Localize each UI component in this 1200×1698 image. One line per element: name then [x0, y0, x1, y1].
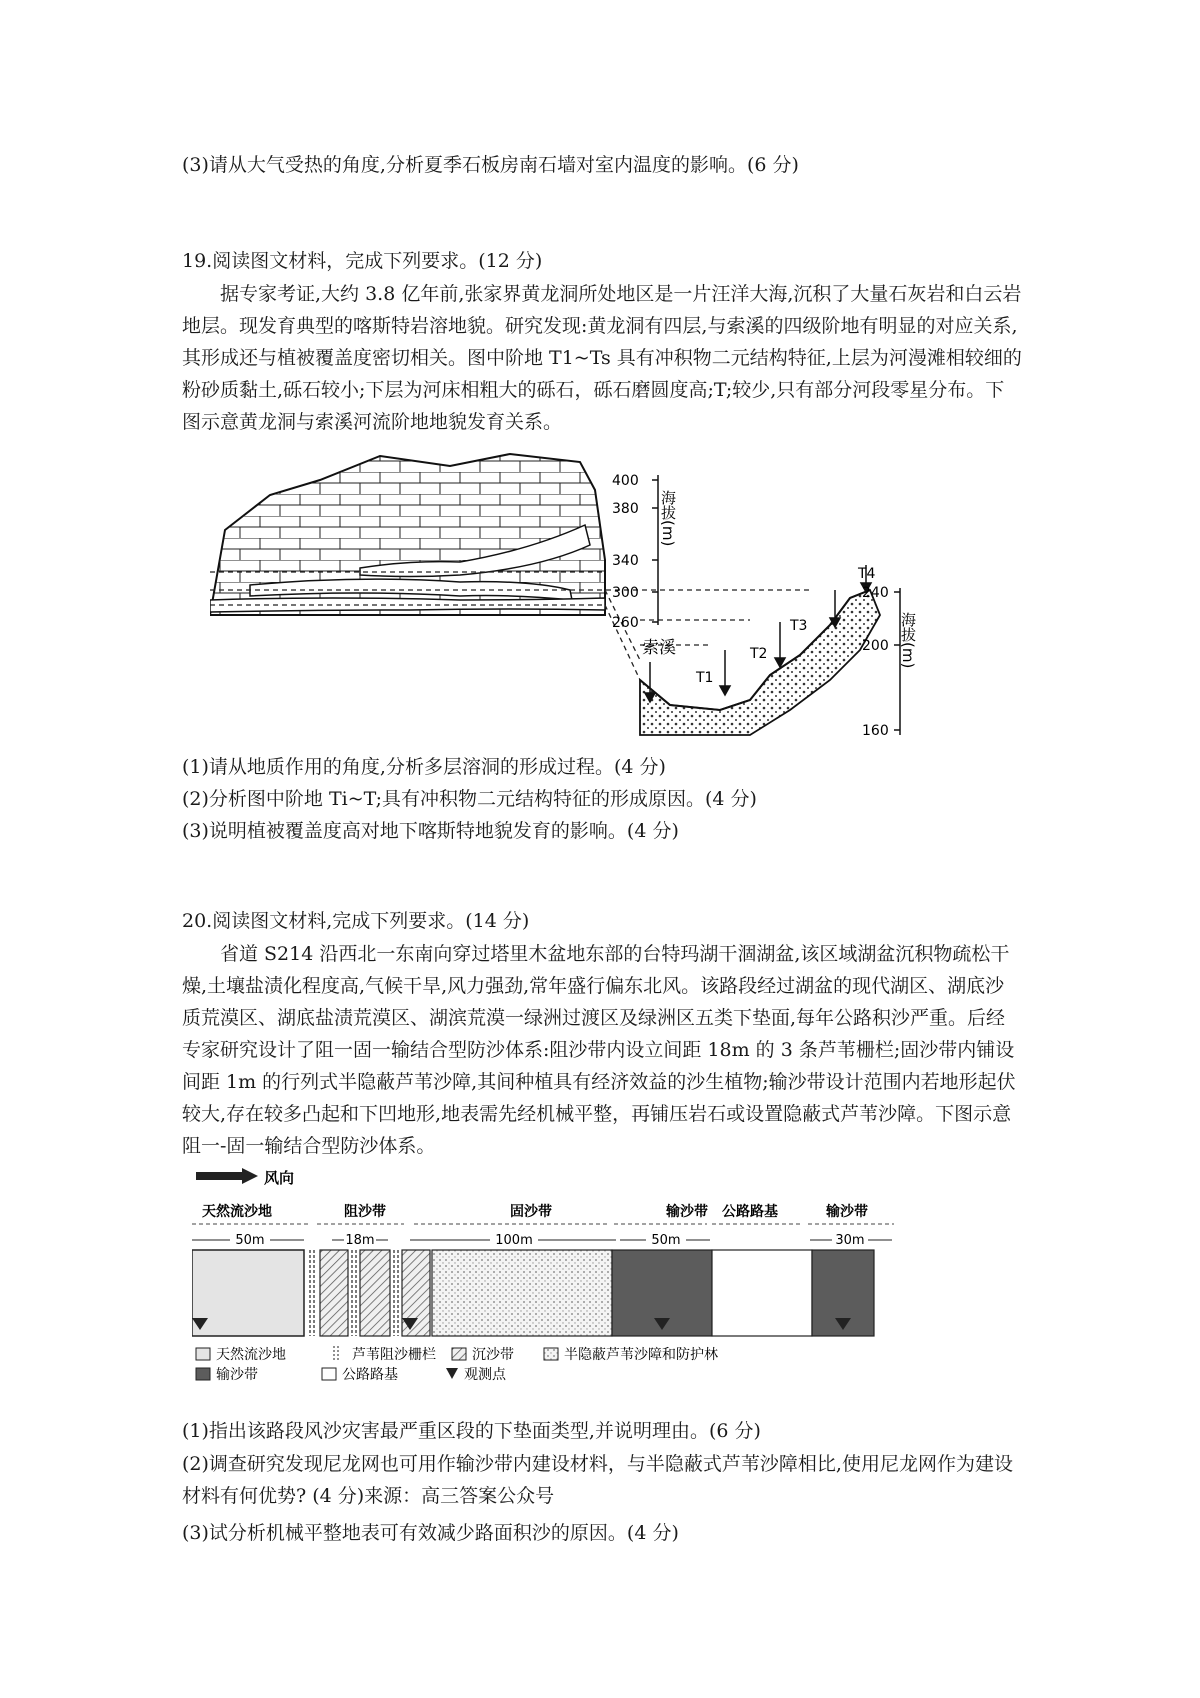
q19-question-1: (1)请从地质作用的角度,分析多层溶洞的形成过程。(4 分)	[182, 756, 666, 778]
zone-sediment-strip	[360, 1250, 390, 1336]
q20-material: 省道 S214 沿西北一东南向穿过塔里木盆地东部的台特玛湖干涸湖盆,该区域湖盆沉积物疏松干燥,土壤盐渍化程度高,气候干旱,风力强劲,常年盛行偏东北风。该路段经过湖盆的现代湖区、湖底沙质荒漠区、湖底盐渍荒漠区、湖滨荒漠一绿洲过渡区及绿洲区五类下垫面,每年公路积沙严重。后经专家研究设计了阻一固一输结合型防沙体系:阻沙带内设立间距 18m 的 3 条芦苇栅栏;固沙带内铺设间距 1m 的行列式半隐蔽芦苇沙障,其间种植具有经济效益的沙生植物;输沙带设计范围内若地形起伏较大,存在较多凸起和下凹地形,地表需先经机械平整，再铺压岩石或设置隐蔽式芦苇沙障。下图示意阻一-固一输结合型防沙体系。	[182, 943, 1016, 1157]
right-tick: 160	[862, 723, 889, 739]
zone-name: 固沙带	[510, 1204, 552, 1220]
left-axis-label: 海拔(m)	[659, 490, 677, 547]
left-tick: 380	[612, 501, 639, 517]
right-axis-label: 海拔(m)	[899, 612, 917, 669]
zone-fixation-belt	[432, 1250, 612, 1336]
terrace-label: T2	[750, 646, 768, 662]
wind-label: 风向	[264, 1169, 295, 1187]
legend-label: 天然流沙地	[216, 1347, 286, 1363]
q19-heading: 19.阅读图文材料，完成下列要求。(12 分)	[182, 250, 543, 272]
zone-natural-sand	[192, 1250, 304, 1336]
right-tick: 240	[862, 585, 889, 601]
valley-profile	[640, 590, 880, 735]
cave-terrace-figure	[210, 450, 1000, 740]
q20-question-3: (3)试分析机械平整地表可有效减少路面积沙的原因。(4 分)	[182, 1522, 679, 1544]
q20-heading: 20.阅读图文材料,完成下列要求。(14 分)	[182, 910, 530, 932]
zone-name: 输沙带	[666, 1204, 708, 1220]
left-tick: 340	[612, 553, 639, 569]
zone-width: 50m	[651, 1233, 681, 1248]
q19-question-3: (3)说明植被覆盖度高对地下喀斯特地貌发育的影响。(4 分)	[182, 820, 679, 842]
legend-label: 芦苇阻沙栅栏	[352, 1347, 436, 1363]
right-tick: 200	[862, 638, 889, 654]
zone-road-base	[712, 1250, 812, 1336]
legend-label: 公路路基	[342, 1367, 398, 1383]
left-tick: 260	[612, 615, 639, 631]
legend-label: 输沙带	[216, 1367, 258, 1383]
q19-material: 据专家考证,大约 3.8 亿年前,张家界黄龙洞所处地区是一片汪洋大海,沉积了大量石灰岩和白云岩地层。现发育典型的喀斯特岩溶地貌。研究发现:黄龙洞有四层,与索溪的四级阶地有明显的对应关系,其形成还与植被覆盖度密切相关。图中阶地 T1~Ts 具有冲积物二元结构特征,上层为河漫滩相较细的粉砂质黏土,砾石较小;下层为河床相粗大的砾石，砾石磨圆度高;T;较少,只有部分河段零星分布。下图示意黄龙洞与索溪河流阶地地貌发育关系。	[182, 283, 1022, 433]
q19-question-2: (2)分析图中阶地 Ti~T;具有冲积物二元结构特征的形成原因。(4 分)	[182, 788, 757, 810]
sand-control-figure	[192, 1168, 912, 1383]
zone-width: 18m	[345, 1233, 375, 1248]
legend	[196, 1346, 718, 1383]
zone-name: 公路路基	[722, 1204, 778, 1220]
zone-width: 50m	[235, 1233, 265, 1248]
terrace-label: T3	[790, 618, 808, 634]
legend-label: 半隐蔽芦苇沙障和防护林	[564, 1347, 718, 1363]
q20-question-1: (1)指出该路段风沙灾害最严重区段的下垫面类型,并说明理由。(6 分)	[182, 1420, 761, 1442]
zone-width: 30m	[835, 1233, 865, 1248]
terrace-label: T4	[858, 566, 876, 582]
zone-sediment-strip	[320, 1250, 348, 1336]
left-tick: 300	[612, 585, 639, 601]
legend-label: 沉沙带	[472, 1347, 514, 1363]
q18-part3: (3)请从大气受热的角度,分析夏季石板房南石墙对室内温度的影响。(6 分)	[182, 154, 799, 176]
left-tick: 400	[612, 473, 639, 489]
terrace-label: T1	[696, 670, 714, 686]
legend-label: 观测点	[464, 1367, 506, 1383]
zone-name: 输沙带	[826, 1204, 868, 1220]
river-label: 索溪	[642, 638, 676, 658]
zone-width: 100m	[495, 1233, 533, 1248]
left-elevation-axis	[612, 473, 677, 631]
wind-direction-arrow	[196, 1168, 258, 1184]
zone-name: 阻沙带	[344, 1204, 386, 1220]
q20-question-2: (2)调查研究发现尼龙网也可用作输沙带内建设材料，与半隐蔽式芦苇沙障相比,使用尼龙网作为建设材料有何优势? (4 分)来源：高三答案公众号	[182, 1453, 1013, 1507]
zone-name: 天然流沙地	[202, 1204, 272, 1220]
